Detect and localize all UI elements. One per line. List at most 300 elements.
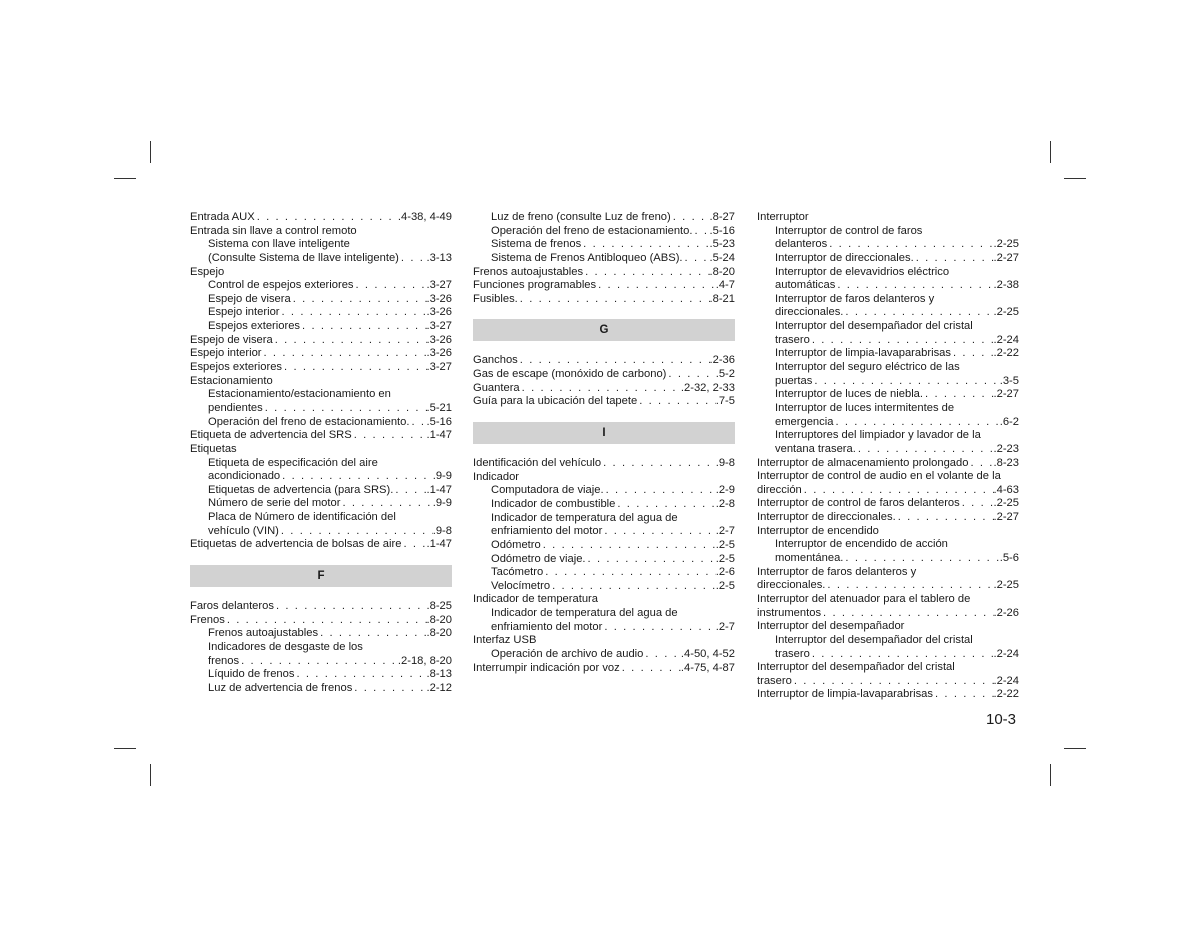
entry-text: Ganchos: [473, 354, 518, 367]
index-column-1: [190, 211, 452, 696]
dot-leader: [518, 293, 710, 307]
page-reference: .1-47: [426, 538, 452, 551]
index-subentry: [190, 402, 452, 416]
entry-text: Interruptor de control de audio en el volante de la: [757, 470, 1001, 483]
index-subentry: [757, 347, 1019, 361]
entry-text: Indicador de temperatura del agua de: [491, 607, 678, 620]
dot-leader: [352, 429, 427, 443]
index-entry: [190, 225, 452, 239]
entry-text: Etiqueta de advertencia del SRS: [190, 429, 352, 442]
entry-text: Etiquetas: [190, 442, 237, 455]
dot-leader: [637, 395, 716, 409]
page-reference: .2-6: [715, 566, 735, 579]
entry-text: Interruptor del atenuador para el tablero de: [757, 592, 971, 605]
entry-text: Indicador: [473, 470, 520, 483]
section-header: G: [473, 319, 735, 341]
index-column-2: [473, 211, 735, 675]
page-reference: .8-25: [426, 600, 452, 613]
entry-text: Luz de advertencia de frenos: [208, 681, 353, 694]
index-entry: [473, 279, 735, 293]
entry-text: Interruptor de control de faros: [775, 224, 923, 237]
entry-text: Interruptor de direccionales.: [757, 511, 896, 524]
page-reference: .3-27: [426, 361, 452, 374]
dot-leader: [835, 279, 993, 293]
index-entry: [757, 579, 1019, 593]
index-subentry: [757, 238, 1019, 252]
entry-text: Fusibles.: [473, 292, 518, 305]
dot-leader: [352, 682, 426, 696]
index-subentry: [757, 293, 1019, 307]
index-subentry: [190, 293, 452, 307]
entry-text: Frenos: [190, 613, 225, 626]
index-entry: [757, 661, 1019, 675]
index-subentry: [190, 641, 452, 655]
entry-text: Interruptor de control de faros delanteros: [757, 497, 960, 510]
page-reference: .6-2: [999, 415, 1019, 428]
entry-text: Entrada sin llave a control remoto: [190, 224, 357, 237]
entry-text: delanteros: [775, 238, 828, 251]
entry-text: Interruptor del desempañador del cristal: [757, 661, 955, 674]
index-subentry: [757, 402, 1019, 416]
crop-mark: [150, 141, 151, 163]
page-reference: .5-21: [426, 401, 452, 414]
page-reference: .8-20: [426, 627, 452, 640]
entry-text: Gas de escape (monóxido de carbono): [473, 368, 667, 381]
dot-leader: [583, 266, 709, 280]
entry-text: Interruptor de encendido de acción: [775, 538, 948, 551]
dot-leader: [810, 334, 994, 348]
entry-text: puertas: [775, 374, 813, 387]
entry-text: Interruptor: [757, 211, 809, 223]
index-entry: [757, 484, 1019, 498]
index-entry: [190, 347, 452, 361]
index-entry: [473, 382, 735, 396]
page-reference: .5-23: [709, 238, 735, 251]
page-reference: .7-5: [715, 395, 735, 408]
entry-text: Guantera: [473, 381, 520, 394]
page-reference: .2-24: [993, 674, 1019, 687]
page-reference: .5-2: [715, 368, 735, 381]
index-entry: [757, 688, 1019, 702]
entry-text: Estacionamiento/estacionamiento en: [208, 388, 391, 401]
page-reference: .2-26: [993, 606, 1019, 619]
entry-text: enfriamiento del motor: [491, 620, 603, 633]
dot-leader: [294, 668, 426, 682]
page-reference: .8-20: [426, 613, 452, 626]
entry-text: direccionales.: [775, 306, 844, 319]
page-reference: .2-25: [993, 306, 1019, 319]
index-entry: [190, 614, 452, 628]
dot-leader: [693, 225, 710, 239]
index-subentry: [757, 648, 1019, 662]
entry-text: Operación de archivo de audio: [491, 648, 644, 661]
dot-leader: [399, 252, 427, 266]
dot-leader: [340, 497, 432, 511]
index-entry: [473, 368, 735, 382]
dot-leader: [225, 614, 427, 628]
entry-text: Guía para la ubicación del tapete: [473, 395, 638, 408]
entry-text: Espejo interior: [190, 347, 262, 360]
page-reference: .3-27: [426, 279, 452, 292]
dot-leader: [604, 484, 716, 498]
index-subentry: [473, 553, 735, 567]
page-reference: .2-27: [993, 251, 1019, 264]
page-reference: .2-23: [993, 442, 1019, 455]
index-entry: [473, 354, 735, 368]
entry-text: direccionales.: [757, 579, 826, 592]
index-entry: [757, 511, 1019, 525]
entry-text: Espejos exteriores: [208, 320, 301, 333]
dot-leader: [810, 648, 994, 662]
entry-text: Operación del freno de estacionamiento.: [208, 415, 410, 428]
entry-text: Sistema de Frenos Antibloqueo (ABS).: [491, 251, 683, 264]
entry-text: Interruptor de direccionales.: [775, 251, 914, 264]
entry-text: Luz de freno (consulte Luz de freno): [491, 211, 671, 223]
entry-text: Frenos autoajustables: [473, 265, 584, 278]
page-reference: .2-27: [993, 388, 1019, 401]
entry-text: Etiqueta de especificación del aire: [208, 456, 378, 469]
dot-leader: [581, 238, 709, 252]
index-subentry: [757, 279, 1019, 293]
entry-text: Interruptor de limpia-lavaparabrisas: [757, 688, 933, 701]
index-entry: [757, 593, 1019, 607]
page-reference: .3-26: [426, 347, 452, 360]
dot-leader: [300, 320, 426, 334]
entry-text: Interrumpir indicación por voz: [473, 661, 620, 674]
index-subentry: [757, 429, 1019, 443]
index-entry: [757, 470, 1019, 484]
index-entry: [473, 457, 735, 471]
index-subentry: [757, 225, 1019, 239]
page-reference: .9-8: [432, 524, 452, 537]
index-subentry: [190, 525, 452, 539]
index-subentry: [757, 306, 1019, 320]
page-reference: .2-12: [426, 681, 452, 694]
index-subentry: [473, 607, 735, 621]
dot-leader: [843, 552, 999, 566]
entry-text: trasero: [757, 674, 792, 687]
page-reference: .4-63: [993, 483, 1019, 496]
page-reference: .3-26: [426, 292, 452, 305]
page-reference: .2-18, 8-20: [397, 654, 452, 667]
index-entry: [473, 395, 735, 409]
index-subentry: [473, 621, 735, 635]
page-number: 10-3: [986, 711, 1017, 728]
index-subentry: [757, 388, 1019, 402]
entry-text: trasero: [775, 647, 810, 660]
dot-leader: [274, 600, 427, 614]
page-reference: .2-7: [715, 620, 735, 633]
index-subentry: [757, 252, 1019, 266]
entry-text: Interruptor del desempañador: [757, 620, 905, 633]
entry-text: Faros delanteros: [190, 600, 274, 613]
dot-leader: [550, 580, 716, 594]
page-reference: .2-38: [993, 279, 1019, 292]
page-reference: .8-13: [426, 668, 452, 681]
page-reference: .2-24: [993, 647, 1019, 660]
crop-mark: [1064, 748, 1086, 749]
dot-leader: [683, 252, 710, 266]
index-subentry: [190, 388, 452, 402]
index-subentry: [190, 470, 452, 484]
entry-text: Interruptor del seguro eléctrico de las: [775, 361, 960, 374]
dot-leader: [518, 354, 710, 368]
index-subentry: [757, 320, 1019, 334]
page-reference: .2-27: [993, 511, 1019, 524]
entry-text: Control de espejos exteriores: [208, 279, 354, 292]
entry-text: Interfaz USB: [473, 634, 537, 647]
entry-text: Sistema de frenos: [491, 238, 582, 251]
entry-text: Odómetro de viaje.: [491, 552, 586, 565]
index-subentry: [473, 525, 735, 539]
page-reference: .4-7: [715, 279, 735, 292]
index-subentry: [190, 306, 452, 320]
page-reference: .2-5: [715, 538, 735, 551]
entry-text: Interruptor del desempañador del cristal: [775, 633, 973, 646]
dot-leader: [615, 498, 715, 512]
page-reference: .2-32, 2-33: [680, 381, 735, 394]
entry-text: Estacionamiento: [190, 374, 273, 387]
entry-text: Interruptor de faros delanteros y: [757, 565, 917, 578]
dot-leader: [620, 662, 681, 676]
entry-text: (Consulte Sistema de llave inteligente): [208, 251, 399, 264]
entry-text: Indicador de combustible: [491, 497, 616, 510]
entry-text: Espejo: [190, 265, 225, 278]
index-subentry: [190, 668, 452, 682]
entry-text: Número de serie del motor: [208, 497, 341, 510]
page-reference: .8-20: [709, 265, 735, 278]
entry-text: Sistema con llave inteligente: [208, 238, 350, 251]
index-entry: [473, 293, 735, 307]
dot-leader: [273, 334, 427, 348]
page-reference: .4-50, 4-52: [680, 648, 735, 661]
page-reference: .8-23: [993, 456, 1019, 469]
index-subentry: [757, 552, 1019, 566]
page-reference: .3-5: [999, 374, 1019, 387]
index-subentry: [190, 484, 452, 498]
index-subentry: [190, 682, 452, 696]
index-subentry: [190, 416, 452, 430]
entry-text: Interruptor de almacenamiento prolongado: [757, 456, 969, 469]
dot-leader: [255, 211, 398, 225]
index-entry: [757, 497, 1019, 511]
index-entry: [757, 620, 1019, 634]
page-reference: .1-47: [426, 483, 452, 496]
page-reference: .3-26: [426, 333, 452, 346]
entry-text: Espejo interior: [208, 306, 280, 319]
page-reference: .3-26: [426, 306, 452, 319]
index-subentry: [190, 252, 452, 266]
entry-text: acondicionado: [208, 470, 281, 483]
page-reference: .3-27: [426, 320, 452, 333]
crop-mark: [114, 748, 136, 749]
entry-text: Funciones programables: [473, 279, 597, 292]
dot-leader: [543, 566, 715, 580]
index-subentry: [757, 334, 1019, 348]
entry-text: Líquido de frenos: [208, 668, 295, 681]
index-entry: [190, 334, 452, 348]
crop-mark: [1050, 764, 1051, 786]
entry-text: Espejo de visera: [208, 292, 291, 305]
dot-leader: [393, 484, 426, 498]
entry-text: trasero: [775, 333, 810, 346]
dot-leader: [596, 279, 716, 293]
entry-text: Interruptores del limpiador y lavador de la: [775, 429, 981, 442]
index-column-3: [757, 211, 1019, 702]
dot-leader: [833, 416, 999, 430]
entry-text: Velocímetro: [491, 579, 551, 592]
index-entry: [190, 443, 452, 457]
index-subentry: [473, 225, 735, 239]
entry-text: Odómetro: [491, 538, 541, 551]
index-entry: [190, 538, 452, 552]
dot-leader: [666, 368, 715, 382]
dot-leader: [825, 579, 993, 593]
dot-leader: [968, 457, 993, 471]
index-entry: [757, 457, 1019, 471]
index-subentry: [190, 457, 452, 471]
entry-text: Indicador de temperatura: [473, 593, 599, 606]
entry-text: automáticas: [775, 279, 836, 292]
index-subentry: [473, 512, 735, 526]
entry-text: pendientes: [208, 401, 263, 414]
index-subentry: [757, 266, 1019, 280]
index-subentry: [473, 539, 735, 553]
page-reference: .5-16: [709, 224, 735, 237]
entry-text: Indicadores de desgaste de los: [208, 640, 363, 653]
index-subentry: [190, 627, 452, 641]
index-subentry: [473, 498, 735, 512]
dot-leader: [951, 347, 994, 361]
dot-leader: [827, 238, 993, 252]
dot-leader: [821, 607, 993, 621]
crop-mark: [1064, 178, 1086, 179]
index-subentry: [190, 279, 452, 293]
index-entry: [757, 211, 1019, 225]
entry-text: Interruptor de faros delanteros y: [775, 292, 935, 305]
entry-text: instrumentos: [757, 606, 822, 619]
page-reference: .1-47: [426, 429, 452, 442]
entry-text: Espejo de visera: [190, 333, 273, 346]
page-reference: .2-22: [993, 347, 1019, 360]
page-reference: .2-7: [715, 525, 735, 538]
section-header: I: [473, 422, 735, 444]
entry-text: Operación del freno de estacionamiento.: [491, 224, 693, 237]
dot-leader: [354, 279, 427, 293]
dot-leader: [643, 648, 681, 662]
entry-text: Etiquetas de advertencia de bolsas de aire: [190, 538, 402, 551]
dot-leader: [239, 655, 398, 669]
entry-text: vehículo (VIN): [208, 524, 279, 537]
dot-leader: [401, 538, 426, 552]
page-reference: .2-5: [715, 579, 735, 592]
entry-text: Etiquetas de advertencia (para SRS).: [208, 483, 394, 496]
index-entry: [757, 675, 1019, 689]
dot-leader: [262, 347, 427, 361]
index-entry: [757, 566, 1019, 580]
entry-text: Interruptor de luces intermitentes de: [775, 401, 955, 414]
index-subentry: [473, 211, 735, 225]
dot-leader: [410, 416, 427, 430]
index-subentry: [757, 538, 1019, 552]
dot-leader: [923, 388, 993, 402]
dot-leader: [856, 443, 994, 457]
index-entry: [473, 662, 735, 676]
crop-mark: [1050, 141, 1051, 163]
page-reference: .2-25: [993, 238, 1019, 251]
index-subentry: [190, 238, 452, 252]
entry-text: Interruptor de encendido: [757, 524, 879, 537]
index-subentry: [473, 252, 735, 266]
index-subentry: [757, 416, 1019, 430]
entry-text: frenos: [208, 654, 240, 667]
entry-text: Espejos exteriores: [190, 361, 283, 374]
index-subentry: [473, 484, 735, 498]
page-reference: .5-6: [999, 552, 1019, 565]
dot-leader: [960, 497, 994, 511]
dot-leader: [602, 621, 715, 635]
entry-text: enfriamiento del motor: [491, 525, 603, 538]
index-subentry: [190, 497, 452, 511]
entry-text: dirección: [757, 483, 802, 496]
page-reference: .5-16: [426, 415, 452, 428]
dot-leader: [933, 688, 994, 702]
dot-leader: [279, 525, 433, 539]
dot-leader: [602, 525, 715, 539]
dot-leader: [291, 293, 427, 307]
entry-text: emergencia: [775, 415, 834, 428]
index-entry: [473, 266, 735, 280]
page-reference: .5-24: [709, 251, 735, 264]
section-header: F: [190, 565, 452, 587]
dot-leader: [282, 361, 426, 375]
dot-leader: [263, 402, 427, 416]
entry-text: Interruptor de luces de niebla.: [775, 388, 924, 401]
entry-text: Placa de Número de identificación del: [208, 511, 396, 524]
page-reference: .2-5: [715, 552, 735, 565]
entry-text: Interruptor de elevavidrios eléctrico: [775, 265, 950, 278]
dot-leader: [601, 457, 716, 471]
entry-text: ventana trasera.: [775, 442, 856, 455]
index-entry: [190, 600, 452, 614]
entry-text: Entrada AUX: [190, 211, 255, 223]
page-reference: .2-25: [993, 497, 1019, 510]
entry-text: Interruptor del desempañador del cristal: [775, 320, 973, 333]
index-subentry: [473, 566, 735, 580]
page-reference: .4-75, 4-87: [680, 661, 735, 674]
page-reference: .9-9: [432, 470, 452, 483]
page-reference: .2-24: [993, 333, 1019, 346]
index-subentry: [757, 375, 1019, 389]
dot-leader: [896, 511, 994, 525]
index-entry: [757, 607, 1019, 621]
page-reference: .9-9: [432, 497, 452, 510]
index-entry: [757, 525, 1019, 539]
page-reference: .3-13: [426, 251, 452, 264]
entry-text: Indicador de temperatura del agua de: [491, 511, 678, 524]
page-reference: .2-36: [709, 354, 735, 367]
dot-leader: [318, 627, 426, 641]
index-subentry: [473, 648, 735, 662]
dot-leader: [280, 306, 427, 320]
index-subentry: [473, 580, 735, 594]
page-reference: .4-38, 4-49: [397, 211, 452, 223]
dot-leader: [541, 539, 716, 553]
index-entry: [473, 634, 735, 648]
page-reference: .9-8: [715, 457, 735, 470]
index-entry: [190, 361, 452, 375]
index-subentry: [757, 361, 1019, 375]
